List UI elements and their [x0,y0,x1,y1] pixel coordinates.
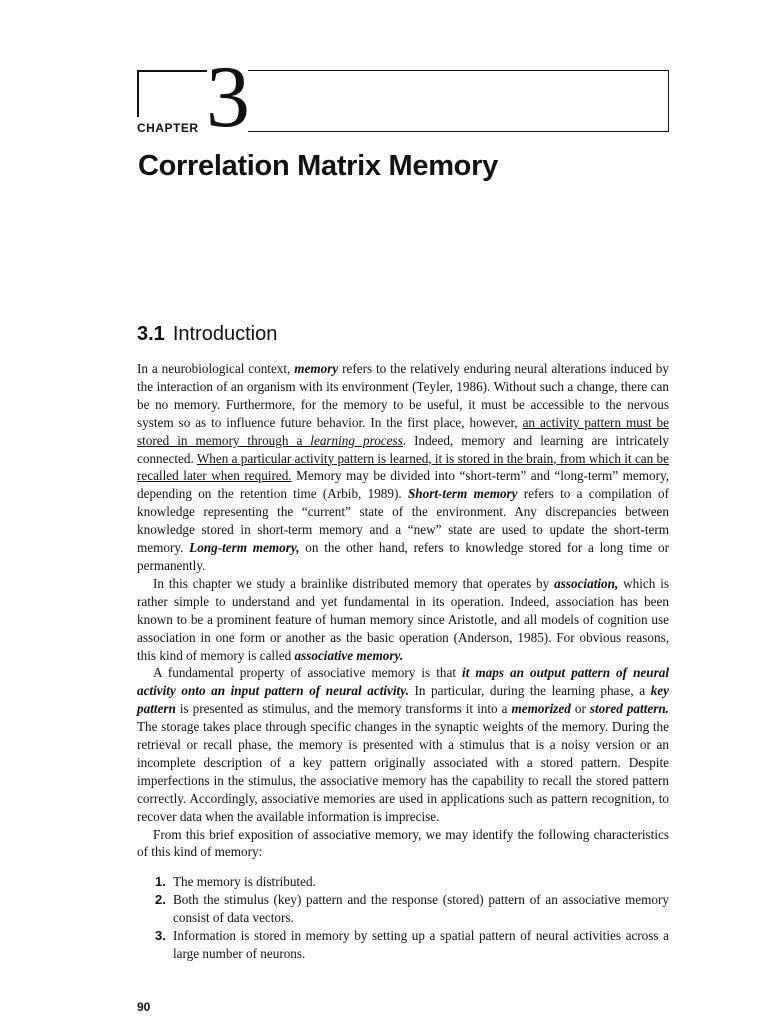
text-run: The storage takes place through specific changes in the synaptic weights of the memory. During the retrieval or recall phase, the memory is presented with a stimulus that is a noisy version or an incomplete description of a key pattern originally associated with a stored pattern. Despite imperfections in the stimulus, the associative memory has the capability to recall the stored pattern correctly. Accordingly, associative memories are used in applications such as pattern recognition, to recover data when the available information is imprecise. [137,719,669,824]
emphasis-term: association, [554,575,619,591]
section-heading [137,323,277,346]
chapter-title: Correlation Matrix Memory [138,150,498,182]
text-run: which is rather simple to understand and yet fundamental in its operation. Indeed, association has been known to be a prominent feature of human memory since Aristotle, and all models of cognition use association in one form or another as the basic operation (Anderson, 1985). For obvious reasons, this kind of memory is called [137,575,669,663]
text-run: Memory may be divided into “short-term” and “long-term” memory, depending on the retention time (Arbib, 1989). [137,468,669,502]
text-run: refers to the relatively enduring neural alterations induced by the interaction of an organism with its environment (Teyler, 1986). Without such a change, there can be no memory. Furthermore, for the memory to be useful, it must be accessible to the nervous system so as to influence future behavior. In the first place, however, [137,361,669,430]
text-run: A fundamental property of associative memory is that [153,665,463,681]
emphasis-term: Short-term memory [407,486,518,502]
text-run: In particular, during the learning phase, a [408,683,651,699]
emphasis-term: memory [294,361,339,376]
section-title: Introduction [172,323,278,345]
body-text [137,360,669,963]
emphasis-term: Long-term memory, [189,540,300,556]
paragraph [137,360,669,575]
chapter-label: CHAPTER [137,121,199,135]
list-item: 1. The memory is distributed. [155,874,316,890]
emphasis-term: memorized [511,701,571,717]
paragraph [137,664,669,825]
text-run: refers to a compilation of knowledge representing the “current” state of the environment. Any discrepancies between knowledge stored in short-term memory and a “new” state are used to update the short-term memory. [137,486,669,556]
chapter-number: 3 [206,49,250,146]
emphasis-term: key pattern [137,683,669,717]
text-run: is presented as stimulus, and the memory transforms it into a [175,701,512,717]
text-run: or [570,701,590,717]
chapter-frame-right [248,70,669,132]
paragraph [137,575,669,665]
characteristics-list [137,873,669,963]
emphasis-term: stored pattern. [589,701,669,717]
emphasis-term: associative memory. [294,647,404,663]
text-run: an activity pattern must be stored in memory through a [137,414,669,448]
text-run: In a neurobiological context, [137,361,295,376]
emphasis-term: it maps an output pattern of neural activity onto an input pattern of neural activity. [137,665,669,699]
text-run: . Indeed, memory and learning are intricately connected. [137,432,669,466]
text-run: When a particular activity pattern is learned, it is stored in the brain, from which it can be recalled later when required. [137,450,669,484]
paragraph [137,826,669,862]
page-number: 90 [137,1000,151,1014]
list-item: 2. Both the stimulus (key) pattern and the response (stored) pattern of an associative memory consist of data vectors. [155,892,669,926]
chapter-frame-left [137,70,207,117]
italic-text: learning process [310,432,403,448]
text-run: on the other hand, refers to knowledge stored for a long time or permanently. [137,540,670,573]
section-number: 3.1 [137,323,165,345]
text-run: From this brief exposition of associative memory, we may identify the following characteristics of this kind of memory: [137,826,669,860]
list-item: 3. Information is stored in memory by setting up a spatial pattern of neural activities across a large number of neurons. [155,928,669,961]
text-run: In this chapter we study a brainlike distributed memory that operates by [153,575,555,591]
